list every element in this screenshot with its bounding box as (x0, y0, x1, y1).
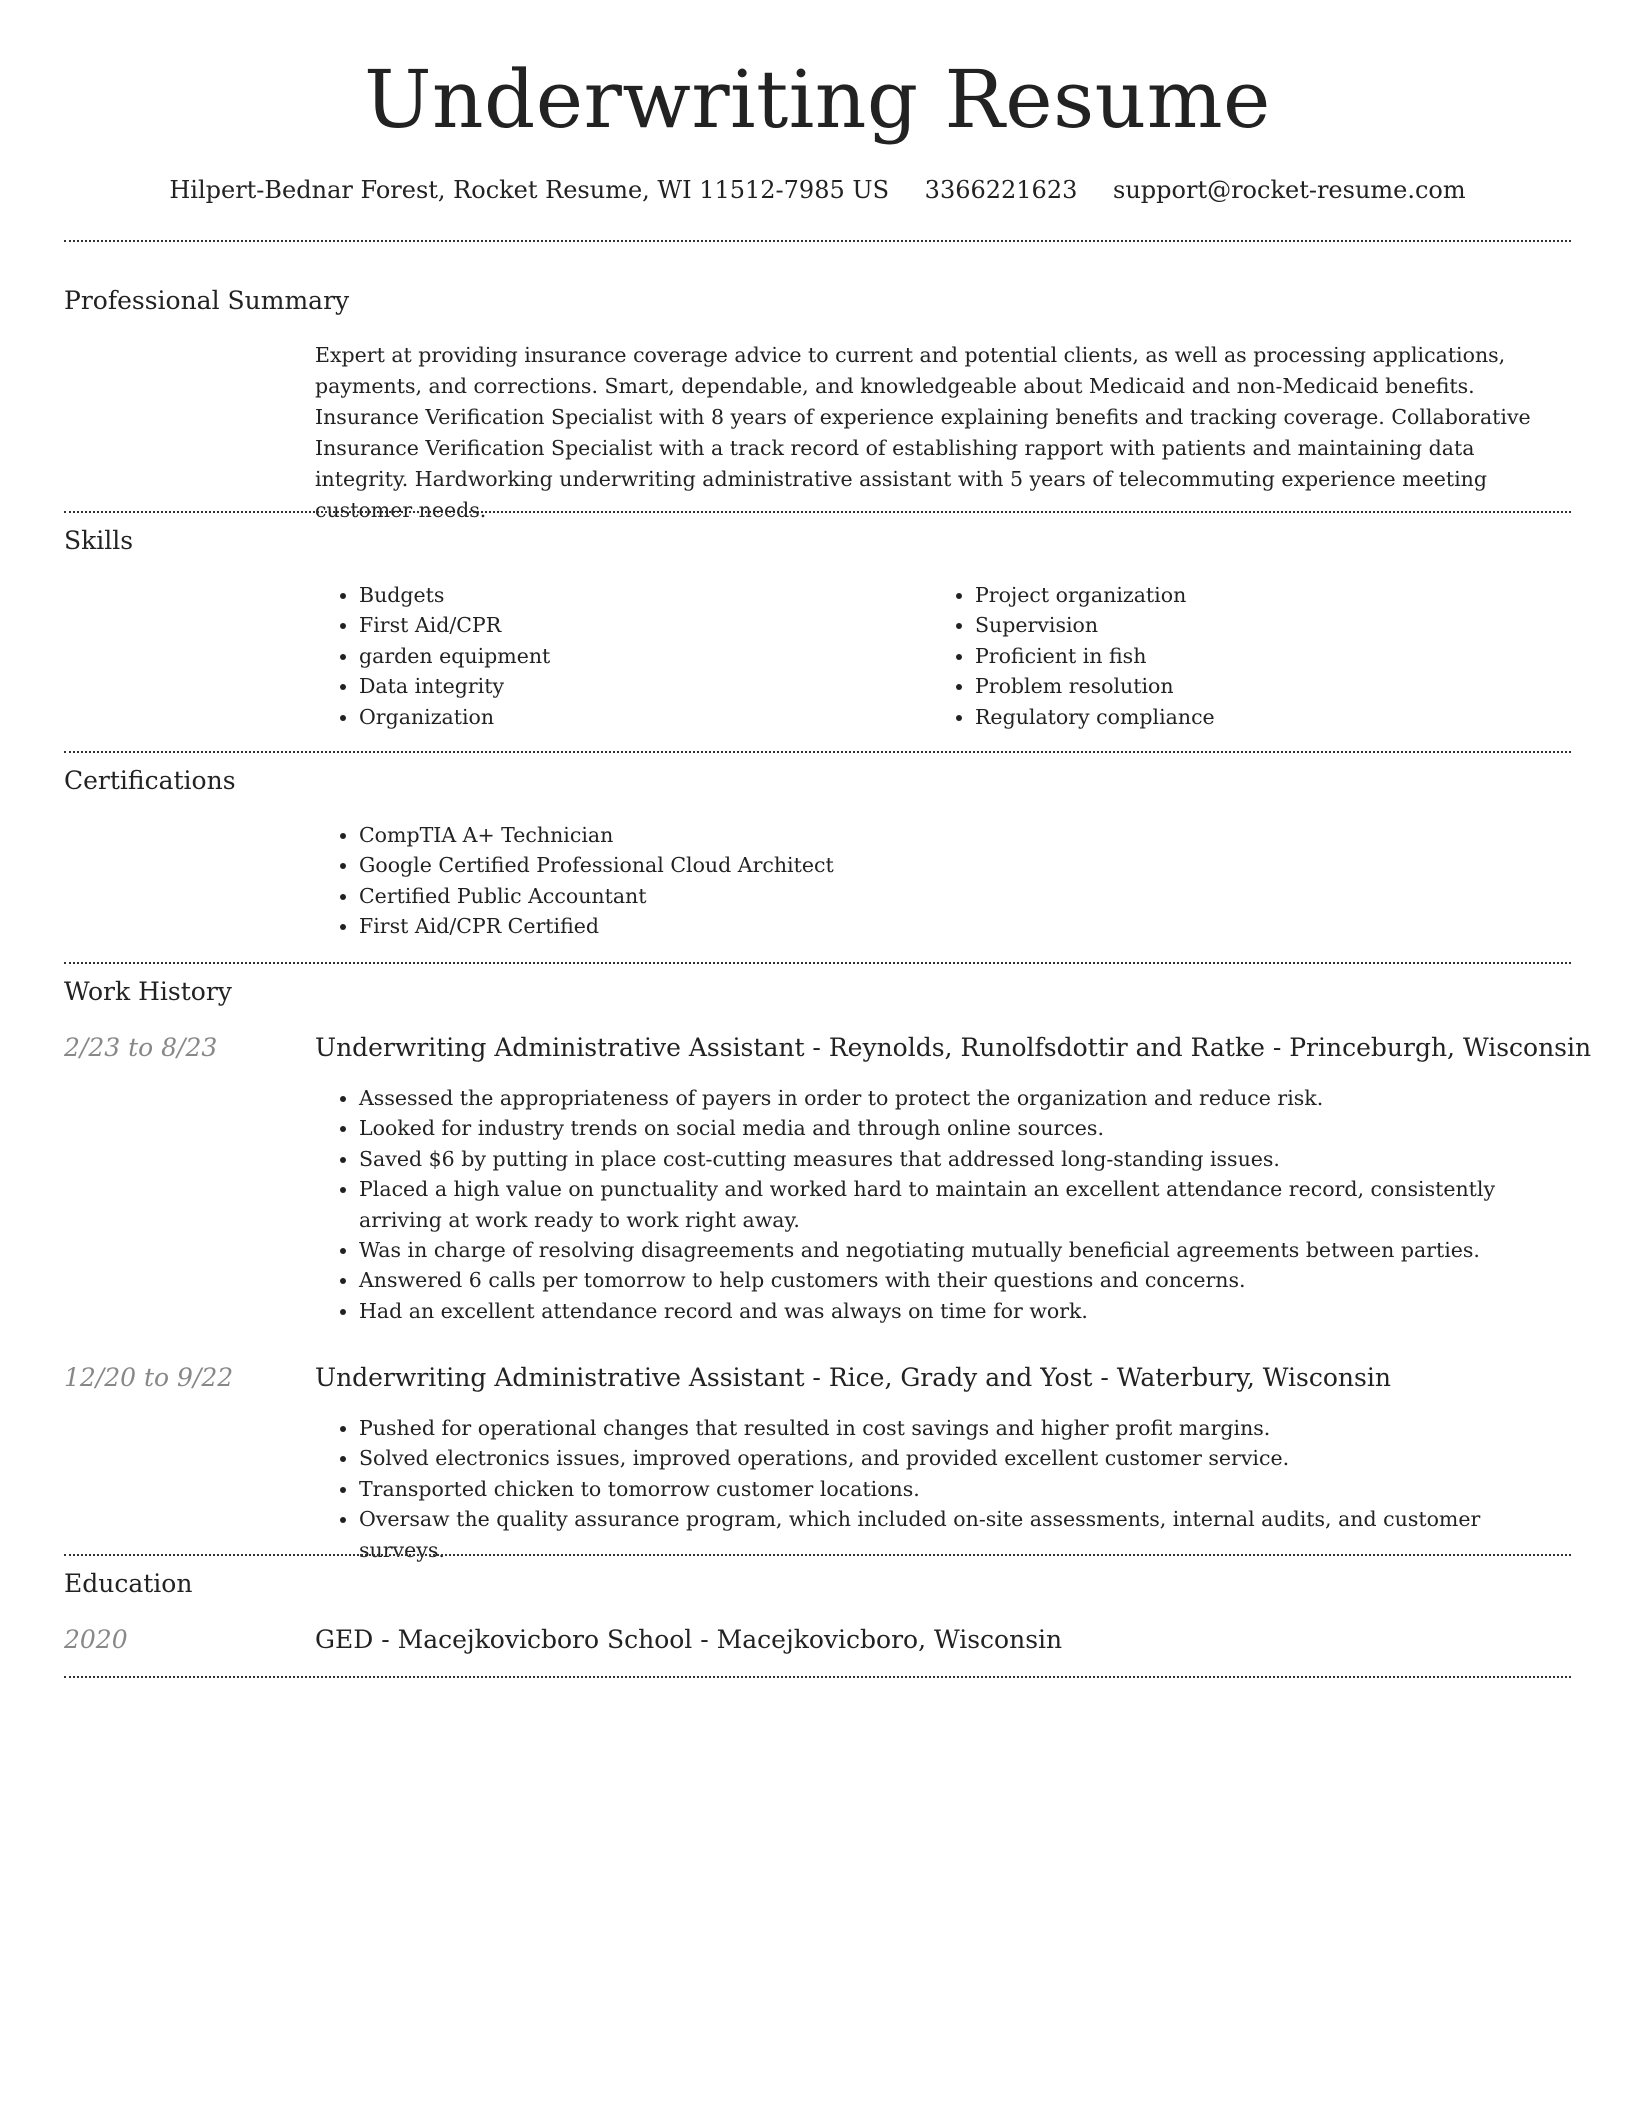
job-bullet: • Transported chicken to tomorrow customer locations. (359, 1474, 1571, 1504)
certification-item: • Certified Public Accountant (359, 881, 1571, 911)
work-history-heading: Work History (64, 977, 232, 1006)
skills-column-right (931, 580, 1531, 732)
job-bullet: • Assessed the appropriateness of payers in order to protect the organization and reduce risk. (359, 1083, 1571, 1113)
skill-item: • Proficient in fish (975, 641, 1531, 671)
job-bullet: • Placed a high value on punctuality and worked hard to maintain an excellent attendance record, consistently arriving at work ready to work right away. (359, 1174, 1571, 1235)
divider (64, 240, 1571, 242)
skill-item: • Budgets (359, 580, 915, 610)
job-bullet: • Was in charge of resolving disagreements and negotiating mutually beneficial agreements between parties. (359, 1235, 1571, 1265)
skill-item: • Organization (359, 702, 915, 732)
summary-text: Expert at providing insurance coverage advice to current and potential clients, as well as processing applications, payments, and corrections. Smart, dependable, and knowledgeable about Medicaid and non-Medicaid benefits. Insurance Verification Specialist with 8 years of experience explaining benefits and tracking coverage. Collaborative Insurance Verification Specialist with a track record of establishing rapport with patients and maintaining data integrity. Hardworking underwriting administrative assistant with 5 years of telecommuting experience meeting customer needs. (315, 343, 1531, 522)
certification-item: • CompTIA A+ Technician (359, 820, 1571, 850)
divider (64, 751, 1571, 753)
job-bullets (315, 1413, 1571, 1565)
skill-item: • garden equipment (359, 641, 915, 671)
job-bullets (315, 1083, 1571, 1326)
job-bullet: • Saved $6 by putting in place cost-cutting measures that addressed long-standing issues. (359, 1144, 1571, 1174)
summary-heading: Professional Summary (64, 286, 350, 315)
contact-email: support@rocket-resume.com (1113, 176, 1466, 204)
skills-heading: Skills (64, 526, 134, 555)
education-heading: Education (64, 1569, 193, 1598)
job-bullet: • Looked for industry trends on social media and through online sources. (359, 1113, 1571, 1143)
skill-item: • First Aid/CPR (359, 610, 915, 640)
job-title: Underwriting Administrative Assistant - Reynolds, Runolfsdottir and Ratke - Princeburgh, Wisconsin (315, 1033, 1592, 1062)
job-bullet: • Had an excellent attendance record and was always on time for work. (359, 1296, 1571, 1326)
skills-column-left (315, 580, 915, 732)
skill-item: • Project organization (975, 580, 1531, 610)
skill-item: • Data integrity (359, 671, 915, 701)
skill-item: • Problem resolution (975, 671, 1531, 701)
divider (64, 962, 1571, 964)
job-title: Underwriting Administrative Assistant - Rice, Grady and Yost - Waterbury, Wisconsin (315, 1363, 1391, 1392)
certification-item: • Google Certified Professional Cloud Architect (359, 850, 1571, 880)
job-dates: 12/20 to 9/22 (64, 1363, 234, 1392)
certifications-list (315, 820, 1571, 942)
resume-title: Underwriting Resume (364, 53, 1271, 146)
divider (64, 1676, 1571, 1678)
contact-line (64, 170, 1571, 210)
job-bullet: • Answered 6 calls per tomorrow to help customers with their questions and concerns. (359, 1265, 1571, 1295)
contact-address: Hilpert-Bednar Forest, Rocket Resume, WI 11512-7985 US (169, 176, 890, 204)
contact-phone: 3366221623 (924, 176, 1078, 204)
skill-item: • Supervision (975, 610, 1531, 640)
skill-item: • Regulatory compliance (975, 702, 1531, 732)
divider (64, 511, 1571, 513)
certification-item: • First Aid/CPR Certified (359, 911, 1571, 941)
certifications-heading: Certifications (64, 766, 236, 795)
job-dates: 2/23 to 8/23 (64, 1033, 218, 1062)
education-date: 2020 (64, 1625, 128, 1654)
job-bullet: • Oversaw the quality assurance program, which included on-site assessments, internal audits, and customer surveys. (359, 1504, 1571, 1565)
job-bullet: • Pushed for operational changes that resulted in cost savings and higher profit margins. (359, 1413, 1571, 1443)
education-entry: GED - Macejkovicboro School - Macejkovicboro, Wisconsin (315, 1625, 1063, 1654)
divider (64, 1554, 1571, 1556)
job-bullet: • Solved electronics issues, improved operations, and provided excellent customer service. (359, 1443, 1571, 1473)
